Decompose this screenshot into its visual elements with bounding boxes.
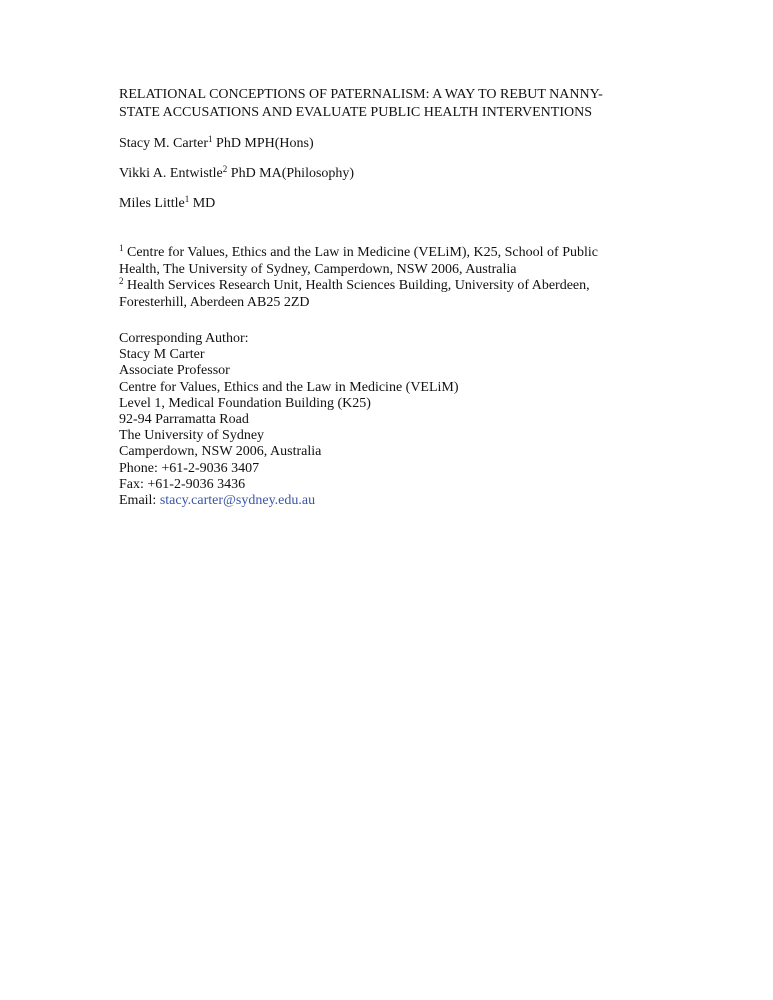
corresponding-university: The University of Sydney bbox=[119, 428, 265, 444]
author-degrees: MD bbox=[192, 196, 216, 211]
corresponding-email bbox=[119, 493, 639, 509]
corresponding-fax: Fax: +61-2-9036 3436 bbox=[119, 476, 246, 492]
affiliation-1-line-2: Health, The University of Sydney, Camperdown, NSW 2006, Australia bbox=[119, 261, 517, 277]
author-entwistle bbox=[119, 166, 639, 182]
affiliation-1 bbox=[119, 245, 639, 278]
author-degrees: PhD MPH(Hons) bbox=[216, 136, 314, 151]
affiliations bbox=[119, 245, 639, 311]
affiliation-2-line-1 bbox=[119, 278, 639, 295]
corresponding-centre: Centre for Values, Ethics and the Law in Medicine (VELiM) bbox=[119, 379, 459, 395]
affiliation-2-line-2: Foresterhill, Aberdeen AB25 2ZD bbox=[119, 294, 310, 310]
corresponding-author-block bbox=[119, 331, 639, 509]
affiliation-text: Centre for Values, Ethics and the Law in Medicine (VELiM), K25, School of Public bbox=[127, 245, 598, 260]
affiliation-mark: 2 bbox=[119, 276, 124, 287]
corresponding-name: Stacy M Carter bbox=[119, 347, 205, 363]
affiliation-2 bbox=[119, 278, 639, 311]
email-label: Email: bbox=[119, 493, 160, 509]
affiliation-mark: 2 bbox=[222, 164, 228, 175]
paper-title-line-2: STATE ACCUSATIONS AND EVALUATE PUBLIC HEALTH INTERVENTIONS bbox=[119, 105, 592, 120]
author-name: Vikki A. Entwistle bbox=[119, 166, 223, 181]
corresponding-phone: Phone: +61-2-9036 3407 bbox=[119, 460, 260, 476]
affiliation-text: Health Services Research Unit, Health Sciences Building, University of Aberdeen, bbox=[127, 278, 590, 293]
corresponding-city: Camperdown, NSW 2006, Australia bbox=[119, 444, 322, 460]
author-degrees: PhD MA(Philosophy) bbox=[230, 166, 355, 181]
corresponding-street: 92-94 Parramatta Road bbox=[119, 412, 249, 428]
title-page bbox=[119, 86, 639, 509]
corresponding-heading: Corresponding Author: bbox=[119, 331, 249, 346]
affiliation-mark: 1 bbox=[119, 243, 124, 254]
author-carter bbox=[119, 136, 639, 152]
affiliation-mark: 1 bbox=[208, 134, 213, 145]
corresponding-position: Associate Professor bbox=[119, 363, 230, 379]
author-name: Miles Little bbox=[119, 196, 185, 211]
paper-title-line-1: RELATIONAL CONCEPTIONS OF PATERNALISM: A WAY TO REBUT NANNY- bbox=[119, 87, 603, 102]
affiliation-1-line-1 bbox=[119, 245, 639, 262]
email-link[interactable]: stacy.carter@sydney.edu.au bbox=[159, 493, 316, 509]
corresponding-building: Level 1, Medical Foundation Building (K25) bbox=[119, 395, 371, 411]
paper-title bbox=[119, 86, 639, 122]
author-name: Stacy M. Carter bbox=[119, 136, 209, 151]
author-little bbox=[119, 196, 639, 212]
affiliation-mark: 1 bbox=[184, 194, 190, 205]
